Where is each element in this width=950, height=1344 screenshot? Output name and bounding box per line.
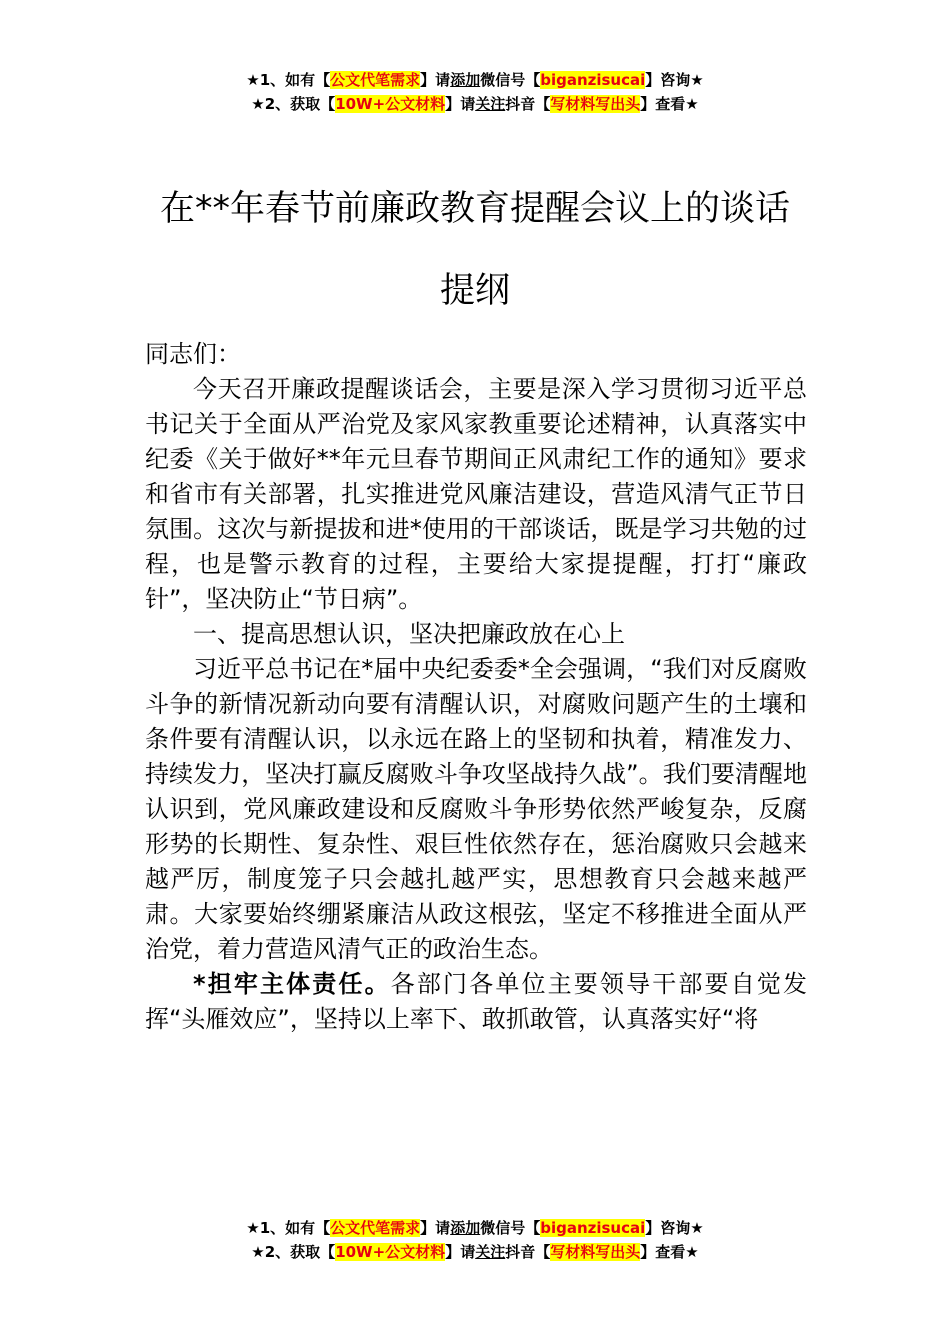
salutation: 同志们： <box>145 340 241 368</box>
promo-text: 微信号【 <box>480 1219 541 1237</box>
bottom-promo-banner <box>0 1216 950 1264</box>
paragraph-section-1: 习近平总书记在*届中央纪委委*全会强调，“我们对反腐败斗争的新情况新动向要有清醒认识，对腐败问题产生的土壤和条件要有清醒认识，以永远在路上的坚韧和执着，精准发力、持续发力，坚决打赢反腐败斗争攻坚战持久战”。我们要清醒地认识到，党风廉政建设和反腐败斗争形势依然严峻复杂，反腐形势的长期性、复杂性、艰巨性依然存在，惩治腐败只会越来越严厉，制度笼子只会越扎越严实，思想教育只会越来越严肃。大家要始终绷紧廉洁从政这根弦，坚定不移推进全面从严治党，着力营造风清气正的政治生态。 <box>145 655 807 963</box>
promo-text: 】请 <box>420 1219 451 1237</box>
paragraph-responsibility <box>145 967 807 1037</box>
promo-highlight: 写材料写出头 <box>550 95 641 113</box>
promo-highlight: 10W+公文材料 <box>335 95 446 113</box>
promo-line-1 <box>0 1216 950 1240</box>
document-title <box>145 168 805 332</box>
promo-text: 】咨询★ <box>645 71 704 89</box>
promo-emphasis: 关注 <box>475 95 506 113</box>
promo-line-2 <box>0 1240 950 1264</box>
promo-text: 】咨询★ <box>645 1219 704 1237</box>
promo-line-1 <box>0 68 950 92</box>
title-line-1: 在**年春节前廉政教育提醒会议上的谈话 <box>159 189 790 229</box>
promo-text: 】请 <box>445 95 476 113</box>
document-body <box>145 337 807 1037</box>
promo-highlight: 公文代笔需求 <box>330 1219 421 1237</box>
promo-highlight: 10W+公文材料 <box>335 1243 446 1261</box>
promo-text: ★2、获取【 <box>251 1243 336 1261</box>
promo-text: 】请 <box>445 1243 476 1261</box>
promo-highlight: 公文代笔需求 <box>330 71 421 89</box>
promo-highlight: 写材料写出头 <box>550 1243 641 1261</box>
promo-text: 抖音【 <box>505 95 551 113</box>
promo-text: ★1、如有【 <box>246 71 331 89</box>
paragraph-intro: 今天召开廉政提醒谈话会，主要是深入学习贯彻习近平总书记关于全面从严治党及家风家教重要论述精神，认真落实中纪委《关于做好**年元旦春节期间正风肃纪工作的通知》要求和省市有关部署，扎实推进党风廉洁建设，营造风清气正节日氛围。这次与新提拔和进*使用的干部谈话，既是学习共勉的过程，也是警示教育的过程，主要给大家提提醒，打打“廉政针”，坚决防止“节日病”。 <box>145 375 807 613</box>
promo-emphasis: 关注 <box>475 1243 506 1261</box>
title-line-2: 提纲 <box>439 271 510 311</box>
promo-emphasis: 添加 <box>450 1219 481 1237</box>
section-heading-1: 一、提高思想认识，坚决把廉政放在心上 <box>193 620 625 648</box>
promo-text: 】请 <box>420 71 451 89</box>
top-promo-banner <box>0 68 950 116</box>
promo-text: 】查看★ <box>640 95 699 113</box>
promo-highlight: biganzisucai <box>540 1219 646 1237</box>
paragraph-text: 各部门各单位主要领导干部要自觉发挥“头雁效应”，坚持以上率下、敢抓敢管，认真落实好“将 <box>145 970 807 1033</box>
promo-text: 】查看★ <box>640 1243 699 1261</box>
promo-highlight: biganzisucai <box>540 71 646 89</box>
promo-text: ★1、如有【 <box>246 1219 331 1237</box>
promo-text: ★2、获取【 <box>251 95 336 113</box>
promo-line-2 <box>0 92 950 116</box>
promo-emphasis: 添加 <box>450 71 481 89</box>
promo-text: 抖音【 <box>505 1243 551 1261</box>
promo-text: 微信号【 <box>480 71 541 89</box>
paragraph-lead: *担牢主体责任。 <box>193 970 391 998</box>
